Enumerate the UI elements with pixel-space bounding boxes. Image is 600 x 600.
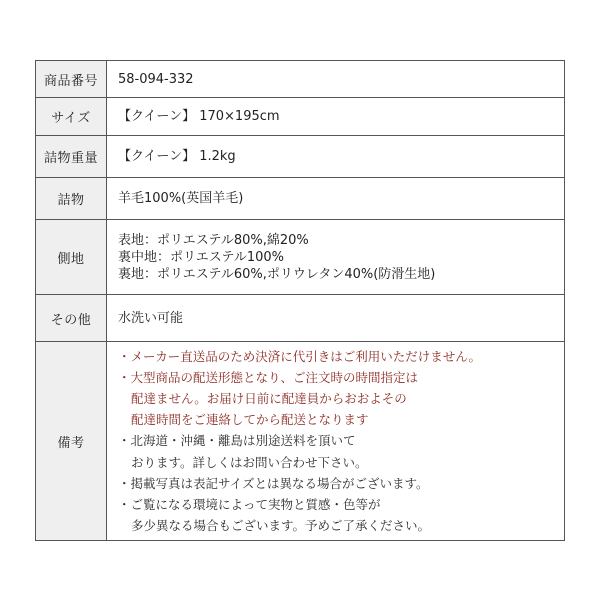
spec-value: [107, 178, 565, 220]
spec-row-size: [36, 98, 565, 136]
notes-value: [107, 342, 565, 541]
note-line: 配達ません。お届け日前に配達員からおおよその: [131, 390, 407, 406]
spec-row-product-number: [36, 61, 565, 98]
note-line: ・北海道・沖縄・離島は別途送料を頂いて: [118, 433, 356, 449]
spec-value-line: 水洗い可能: [118, 310, 184, 326]
spec-value-line: 表地：ポリエステル80%,綿20%: [118, 232, 309, 248]
spec-value: [107, 61, 565, 98]
spec-value: [107, 295, 565, 342]
spec-row-notes: [36, 342, 565, 541]
note-line: おります。詳しくはお問い合わせ下さい。: [131, 454, 368, 470]
spec-value: [107, 136, 565, 178]
note-line: ・掲載写真は表記サイズとは異なる場合がございます。: [118, 475, 429, 491]
spec-value: [107, 220, 565, 295]
note-line: 配達時間をご連絡してから配送となります: [131, 412, 369, 428]
spec-row-fill-weight: [36, 136, 565, 178]
spec-value-line: 裏地：ポリエステル60%,ポリウレタン40%(防滑生地): [118, 266, 436, 282]
note-line: 多少異なる場合もございます。予めご了承ください。: [131, 518, 431, 534]
spec-label: 詰物重量: [36, 136, 107, 178]
product-spec-table: [35, 60, 565, 541]
spec-row-other: [36, 295, 565, 342]
spec-row-filling: [36, 178, 565, 220]
spec-value-line: 裏中地：ポリエステル100%: [118, 249, 284, 265]
note-line: ・ご覧になる環境によって実物と質感・色等が: [118, 497, 381, 512]
spec-value-line: 【クイーン】 170×195cm: [118, 109, 280, 124]
note-line: ・メーカー直送品のため決済に代引きはご利用いただけません。: [118, 348, 482, 364]
spec-label: 備考: [36, 342, 107, 541]
spec-label: その他: [36, 295, 107, 342]
spec-value-line: 【クイーン】 1.2kg: [118, 149, 236, 164]
spec-label: サイズ: [36, 98, 107, 136]
spec-value-line: 58-094-332: [118, 71, 194, 87]
spec-label: 商品番号: [36, 61, 107, 98]
spec-row-fabric: [36, 220, 565, 295]
spec-label: 側地: [36, 220, 107, 295]
spec-value: [107, 98, 565, 136]
note-line: ・大型商品の配送形態となり、ご注文時の時間指定は: [118, 369, 419, 385]
spec-label: 詰物: [36, 178, 107, 220]
spec-value-line: 羊毛100%(英国羊毛): [118, 191, 244, 206]
